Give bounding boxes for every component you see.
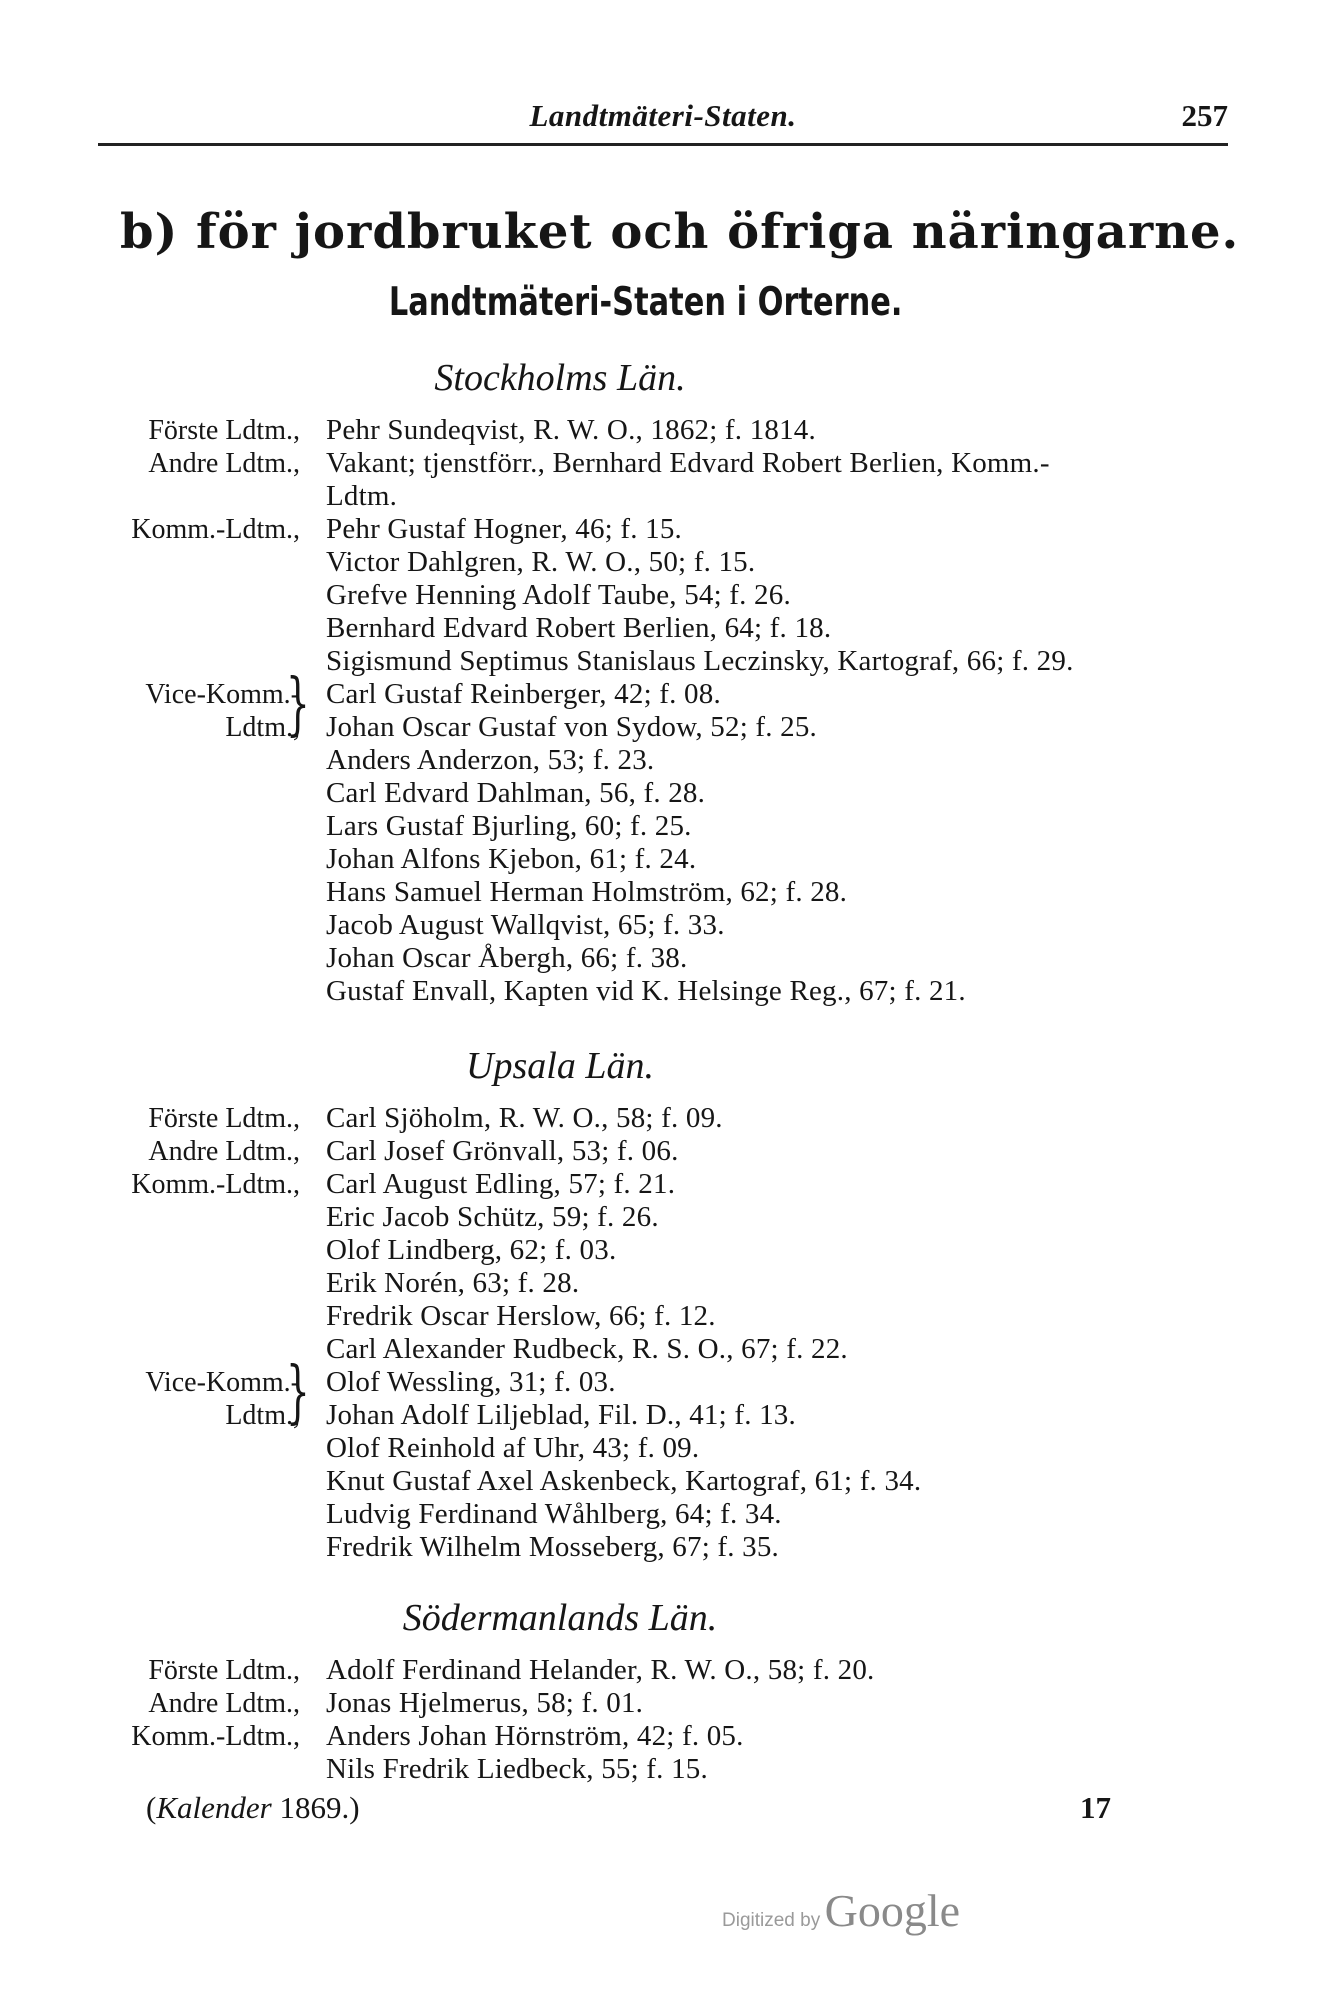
list-item: Carl Sjöholm, R. W. O., 58; f. 09.	[326, 1102, 723, 1134]
running-head	[98, 98, 1228, 142]
rank-label-line: Ldtm.,	[225, 712, 300, 743]
subheading: Landtmäteri-Staten i Orterne.	[388, 280, 903, 325]
list-item: Erik Norén, 63; f. 28.	[326, 1267, 580, 1299]
list-item: Carl August Edling, 57; f. 21.	[326, 1168, 676, 1200]
list-item: Victor Dahlgren, R. W. O., 50; f. 15.	[326, 546, 756, 578]
rank-label: Förste Ldtm.,	[148, 1103, 300, 1134]
list-item: Gustaf Envall, Kapten vid K. Helsinge Reg., 67; f. 21.	[326, 975, 966, 1007]
rank-label: Komm.-Ldtm.,	[131, 1169, 300, 1200]
county-heading-sodermanland: Södermanlands Län.	[402, 1597, 718, 1639]
brace-mark: }	[286, 1353, 310, 1432]
rank-label: Andre Ldtm.,	[148, 448, 300, 479]
list-item: Ldtm.	[326, 480, 398, 512]
list-item: Olof Lindberg, 62; f. 03.	[326, 1234, 617, 1266]
list-item: Johan Oscar Åbergh, 66; f. 38.	[326, 942, 688, 974]
list-item: Eric Jacob Schütz, 59; f. 26.	[326, 1201, 659, 1233]
list-item: Adolf Ferdinand Helander, R. W. O., 58; f. 20.	[326, 1654, 875, 1686]
page-number: 257	[1181, 98, 1228, 133]
list-item: Carl Josef Grönvall, 53; f. 06.	[326, 1135, 679, 1167]
entry-list-stockholm	[326, 414, 1246, 1008]
entry-list-upsala	[326, 1102, 1246, 1564]
list-item: Ludvig Ferdinand Wåhlberg, 64; f. 34.	[326, 1498, 782, 1530]
list-item: Olof Reinhold af Uhr, 43; f. 09.	[326, 1432, 700, 1464]
list-item: Fredrik Oscar Herslow, 66; f. 12.	[326, 1300, 716, 1332]
list-item: Lars Gustaf Bjurling, 60; f. 25.	[326, 810, 692, 842]
list-item: Carl Alexander Rudbeck, R. S. O., 67; f. 22.	[326, 1333, 848, 1365]
list-item: Jacob August Wallqvist, 65; f. 33.	[326, 909, 725, 941]
list-item: Olof Wessling, 31; f. 03.	[326, 1366, 616, 1398]
list-item: Anders Johan Hörnström, 42; f. 05.	[326, 1720, 744, 1752]
google-logo: Google	[824, 1885, 961, 1936]
list-item: Carl Edvard Dahlman, 56, f. 28.	[326, 777, 706, 809]
kalender-label: Kalender	[156, 1790, 272, 1825]
rank-label: Komm.-Ldtm.,	[131, 1721, 300, 1752]
list-item: Vakant; tjenstförr., Bernhard Edvard Robert Berlien, Komm.-	[326, 447, 1050, 479]
list-item: Pehr Sundeqvist, R. W. O., 1862; f. 1814.	[326, 414, 816, 446]
list-item: Johan Alfons Kjebon, 61; f. 24.	[326, 843, 697, 875]
list-item: Carl Gustaf Reinberger, 42; f. 08.	[326, 678, 721, 710]
list-item: Fredrik Wilhelm Mosseberg, 67; f. 35.	[326, 1531, 780, 1563]
section-heading: b) för jordbruket och öfriga näringarne.	[120, 204, 1240, 260]
rank-label: Andre Ldtm.,	[148, 1136, 300, 1167]
list-item: Sigismund Septimus Stanislaus Leczinsky, Kartograf, 66; f. 29.	[326, 645, 1074, 677]
list-item: Anders Anderzon, 53; f. 23.	[326, 744, 655, 776]
entry-list-sodermanland	[326, 1654, 1246, 1786]
rank-label-line: Ldtm.,	[225, 1400, 300, 1431]
digitized-watermark	[722, 1884, 960, 1937]
county-heading-upsala: Upsala Län.	[466, 1045, 654, 1087]
running-title: Landtmäteri-Staten.	[529, 98, 797, 133]
list-item: Grefve Henning Adolf Taube, 54; f. 26.	[326, 579, 791, 611]
kalender-year: 1869.	[279, 1790, 350, 1825]
list-item: Hans Samuel Herman Holmström, 62; f. 28.	[326, 876, 848, 908]
rank-label-vice	[90, 1366, 300, 1432]
rank-label: Förste Ldtm.,	[148, 1655, 300, 1686]
rank-label-vice	[90, 678, 300, 744]
list-item: Bernhard Edvard Robert Berlien, 64; f. 18.	[326, 612, 832, 644]
rank-label-line: Vice-Komm.-	[145, 679, 300, 710]
list-item: Nils Fredrik Liedbeck, 55; f. 15.	[326, 1753, 708, 1785]
brace-mark: }	[286, 665, 310, 744]
list-item: Johan Oscar Gustaf von Sydow, 52; f. 25.	[326, 711, 818, 743]
signature-number: 17	[1080, 1790, 1111, 1825]
rank-label: Komm.-Ldtm.,	[131, 514, 300, 545]
rank-label: Andre Ldtm.,	[148, 1688, 300, 1719]
list-item: Johan Adolf Liljeblad, Fil. D., 41; f. 13.	[326, 1399, 796, 1431]
header-rule	[98, 143, 1228, 146]
list-item: Pehr Gustaf Hogner, 46; f. 15.	[326, 513, 682, 545]
watermark-small-text: Digitized by	[722, 1910, 821, 1931]
list-item: Jonas Hjelmerus, 58; f. 01.	[326, 1687, 644, 1719]
rank-label: Förste Ldtm.,	[148, 415, 300, 446]
list-item: Knut Gustaf Axel Askenbeck, Kartograf, 61; f. 34.	[326, 1465, 922, 1497]
rank-label-line: Vice-Komm.-	[145, 1367, 300, 1398]
county-heading-stockholm: Stockholms Län.	[434, 357, 686, 399]
footer-signature-left: (Kalender 1869.)	[146, 1790, 360, 1825]
